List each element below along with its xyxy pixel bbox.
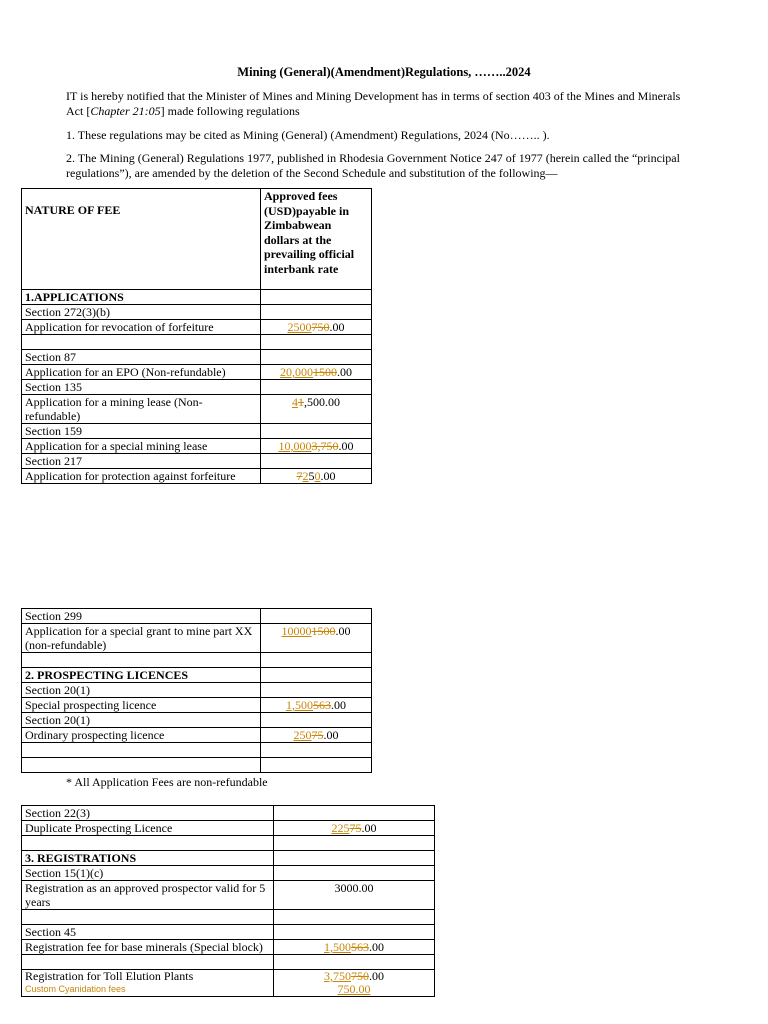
fees-table-prospecting xyxy=(21,608,372,773)
fee-item-approved-prospector: Registration as an approved prospector valid for 5 years xyxy=(22,881,274,910)
section-ref: Section 15(1)(c) xyxy=(22,866,274,881)
section-ref: Section 20(1) xyxy=(22,713,261,728)
fee-item-custom-cyanidation: Custom Cyanidation fees xyxy=(25,984,126,994)
fee-item-toll-elution: Registration for Toll Elution Plants Custom Cyanidation fees xyxy=(22,970,274,997)
act-citation: Chapter 21:05 xyxy=(90,104,161,118)
section-ref: Section 299 xyxy=(22,609,261,624)
fee-item-special-lease: Application for a special mining lease xyxy=(22,439,261,454)
fee-item-special-prospecting: Special prospecting licence xyxy=(22,698,261,713)
section-ref: Section 217 xyxy=(22,454,261,469)
fee-item-base-minerals: Registration fee for base minerals (Special block) xyxy=(22,940,274,955)
fee-amount-mining-lease: 41,500.00 xyxy=(261,395,372,424)
preamble-text-1: IT is hereby notified that the Minister of Mines and Mining Development has in terms of section 403 of the Mines and Minerals Act [ xyxy=(66,89,681,118)
preamble-text-2: ] made following regulations xyxy=(160,104,300,118)
section-heading-registrations: 3. REGISTRATIONS xyxy=(22,851,274,866)
fee-item-special-grant: Application for a special grant to mine part XX (non-refundable) xyxy=(22,624,261,653)
fee-amount-special-grant: 100001500.00 xyxy=(261,624,372,653)
fee-amount-toll-elution: 3,750750.00 750.00 xyxy=(274,970,435,997)
fee-amount-custom-cyanidation: 750.00 xyxy=(337,982,371,996)
header-approved-fees: Approved fees (USD)payable in Zimbabwean dollars at the prevailing official interbank rate xyxy=(261,189,372,290)
fee-amount-special-prospecting: 1,500563.00 xyxy=(261,698,372,713)
section-ref: Section 159 xyxy=(22,424,261,439)
fee-amount-special-lease: 10,0003,750.00 xyxy=(261,439,372,454)
fee-item-revocation: Application for revocation of forfeiture xyxy=(22,320,261,335)
fees-table-applications xyxy=(21,188,372,484)
fee-item-protection: Application for protection against forfeiture xyxy=(22,469,261,484)
section-ref: Section 87 xyxy=(22,350,261,365)
document-title: Mining (General)(Amendment)Regulations, ……..2024 xyxy=(237,65,531,79)
fee-item-duplicate-licence: Duplicate Prospecting Licence xyxy=(22,821,274,836)
header-nature-of-fee: NATURE OF FEE xyxy=(22,189,261,290)
fee-amount-approved-prospector: 3000.00 xyxy=(274,881,435,910)
non-refundable-note: * All Application Fees are non-refundable xyxy=(66,775,268,789)
section-ref: Section 45 xyxy=(22,925,274,940)
section-ref: Section 272(3)(b) xyxy=(22,305,261,320)
fee-item-ordinary-prospecting: Ordinary prospecting licence xyxy=(22,728,261,743)
fee-amount-base-minerals: 1,500563.00 xyxy=(274,940,435,955)
section-ref: Section 135 xyxy=(22,380,261,395)
section-heading-prospecting: 2. PROSPECTING LICENCES xyxy=(22,668,261,683)
fee-amount-revocation: 2500750.00 xyxy=(261,320,372,335)
fee-amount-protection: 7250.00 xyxy=(261,469,372,484)
fee-amount-ordinary-prospecting: 25075.00 xyxy=(261,728,372,743)
fee-amount-epo: 20,0001500.00 xyxy=(261,365,372,380)
section-ref: Section 22(3) xyxy=(22,806,274,821)
preamble-paragraph xyxy=(66,89,696,119)
citation-paragraph: 1. These regulations may be cited as Mining (General) (Amendment) Regulations, 2024 (No…….. ). xyxy=(66,128,550,142)
fee-item-mining-lease: Application for a mining lease (Non-refundable) xyxy=(22,395,261,424)
section-heading-applications: 1.APPLICATIONS xyxy=(22,290,261,305)
amendment-paragraph: 2. The Mining (General) Regulations 1977, published in Rhodesia Government Notice 247 of 1977 (herein called the “principal regulations”), are amended by the deletion of the Second Schedule and substitution of the following— xyxy=(66,151,680,180)
fee-amount-duplicate-licence: 22575.00 xyxy=(274,821,435,836)
section-ref: Section 20(1) xyxy=(22,683,261,698)
fee-item-epo: Application for an EPO (Non-refundable) xyxy=(22,365,261,380)
fees-table-registrations xyxy=(21,805,435,997)
